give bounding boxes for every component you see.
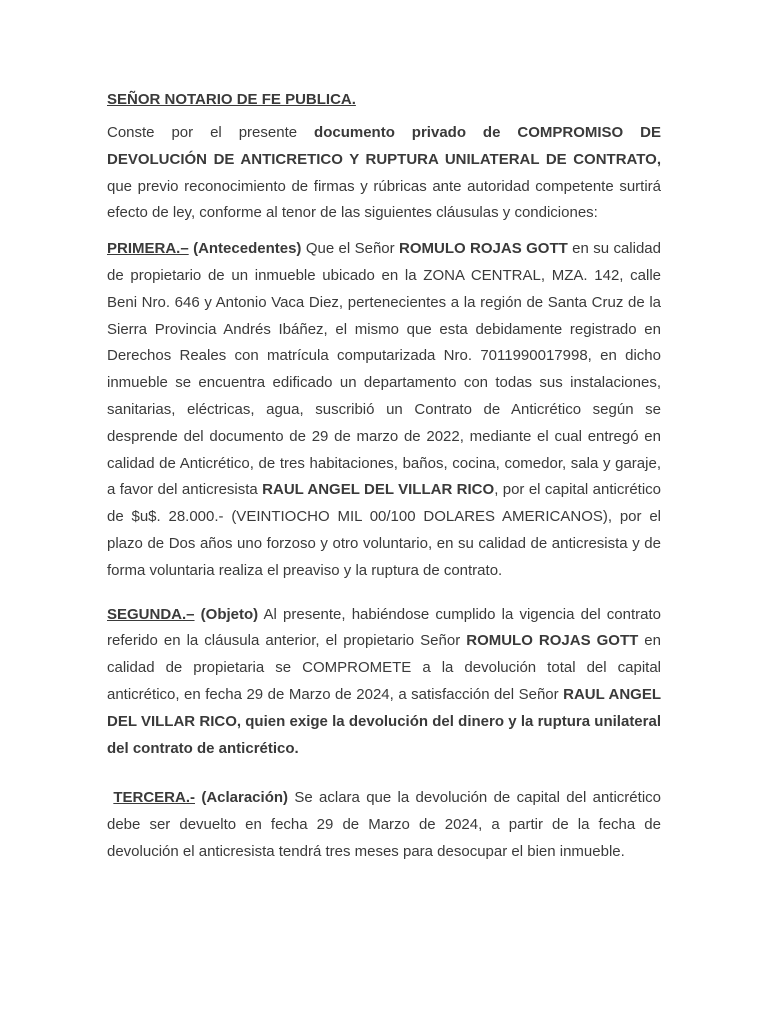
owner-name: ROMULO ROJAS GOTT: [466, 632, 639, 650]
clause-primera-text-2: en su calidad de propietario de un inmueble ubicado en la ZONA CENTRAL, MZA. 142, calle Beni Nro. 646 y Antonio Vaca Diez, pertenecientes a la región de Santa Cruz de la Sierra Provincia Andrés Ibáñez, el mismo que esta debidamente registrado en Derechos Reales con matrícula computarizada Nro. 7011990017998, en dicho inmueble se encuentra edificado un departamento con todas sus instalaciones, sanitarias, eléctricas, agua, suscribió un Contrato de Anticrético según se desprende del documento de 29 de marzo de 2022, mediante el cual entregó en calidad de Anticrético, de tres habitaciones, baños, cocina, comedor, sala y garaje, a favor del anticresista: [107, 240, 661, 499]
document-title: SEÑOR NOTARIO DE FE PUBLICA.: [107, 91, 356, 108]
clause-primera-text-3: , por el capital anticrético de $u$. 28.000.- (VEINTIOCHO MIL 00/100 DOLARES AMERICANOS), por el plazo de Dos años uno forzoso y otro voluntario, en su calidad de anticresista y de forma voluntaria realiza el preaviso y la ruptura de contrato.: [107, 481, 662, 579]
intro-text-1: Conste por el presente: [107, 124, 315, 141]
clause-tercera: [107, 785, 661, 865]
clause-segunda-text-2: en calidad de propietaria se COMPROMETE a la devolución total del capital anticrético, en fecha 29 de Marzo de 2024, a satisfacción del Señor: [107, 632, 661, 703]
clause-primera-text-1: Que el Señor: [301, 240, 400, 258]
clause-segunda-heading: SEGUNDA.–: [107, 605, 195, 623]
clause-primera-heading: PRIMERA.–: [107, 240, 189, 258]
intro-document-type: documento privado de COMPROMISO DE DEVOLUCIÓN DE ANTICRETICO Y RUPTURA UNILATERAL DE CONTRATO,: [107, 124, 661, 168]
intro-text-2: que previo reconocimiento de firmas y rúbricas ante autoridad competente surtirá efecto de ley, conforme al tenor de las siguientes cláusulas y condiciones:: [107, 177, 661, 222]
owner-name: ROMULO ROJAS GOTT: [399, 240, 568, 258]
clause-tercera-subtitle: (Aclaración): [195, 789, 289, 807]
clause-segunda-bold-text: RAUL ANGEL DEL VILLAR RICO, quien exige la devolución del dinero y la ruptura unilateral del contrato de anticrético.: [107, 685, 661, 757]
tenant-name: RAUL ANGEL DEL VILLAR RICO: [262, 481, 495, 499]
clause-primera-subtitle: (Antecedentes): [188, 240, 302, 258]
clause-tercera-heading: TERCERA.-: [113, 789, 195, 807]
clause-segunda: [107, 602, 661, 763]
clause-segunda-subtitle: (Objeto): [194, 605, 259, 623]
clause-segunda-text-1: Al presente, habiéndose cumplido la vigencia del contrato referido en la cláusula anterior, el propietario Señor: [107, 605, 662, 650]
intro-paragraph: [107, 120, 661, 227]
clause-primera: [107, 236, 661, 584]
clause-tercera-text-1: Se aclara que la devolución de capital del anticrético debe ser devuelto en fecha 29 de Marzo de 2024, a partir de la fecha de devolución el anticresista tendrá tres meses para desocupar el bien inmueble.: [107, 789, 661, 860]
document-body: [107, 89, 661, 866]
